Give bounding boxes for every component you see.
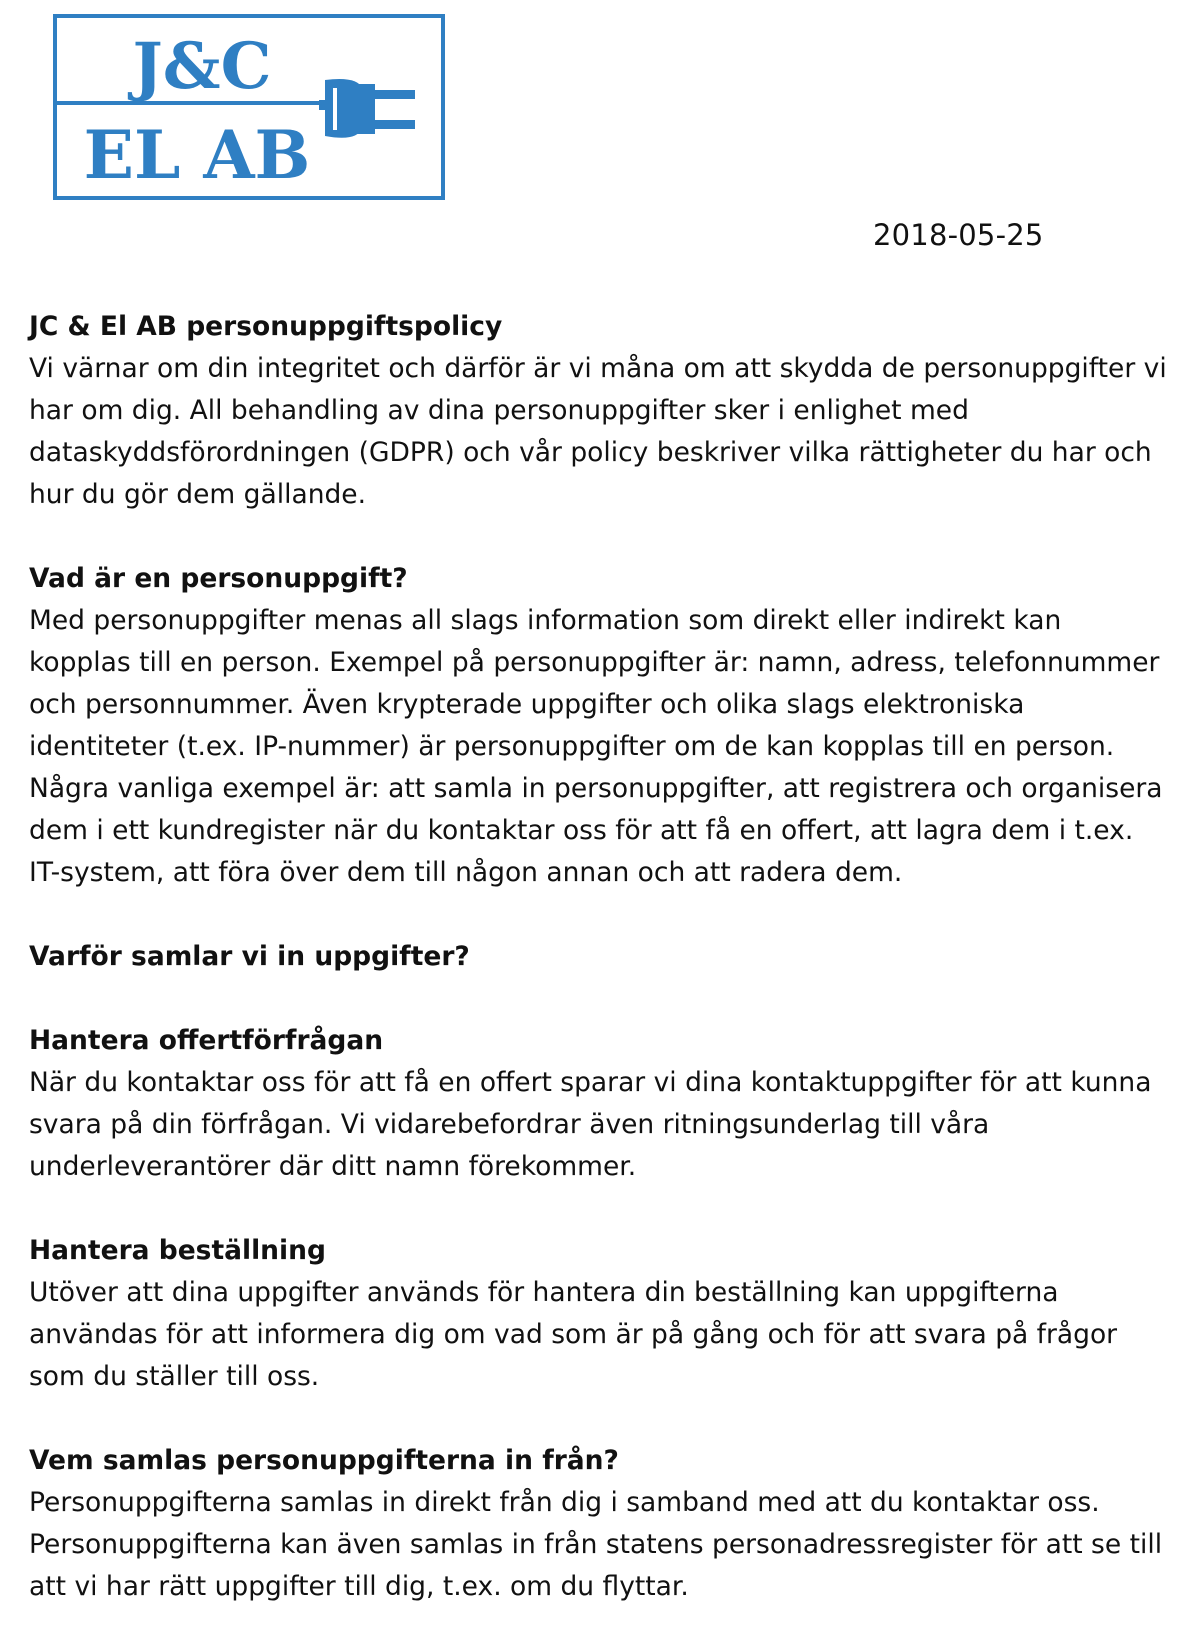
section-text: Personuppgifterna samlas in direkt från dig i samband med att du kontaktar oss. Personuppgifterna kan även samlas in från statens personadressregister för att se till att vi har rätt uppgifter till dig, t.ex. om du flyttar.	[29, 1487, 1163, 1602]
logo-line1: J&C	[132, 29, 272, 104]
document-date: 2018-05-25	[873, 218, 1044, 252]
logo-graphic	[57, 18, 441, 196]
section-text: Utöver att dina uppgifter används för hantera din beställning kan uppgifterna användas för att informera dig om vad som är på gång och för att svara på frågor som du ställer till oss.	[29, 1277, 1118, 1392]
section-heading: Hantera offertförfrågan	[29, 1025, 384, 1056]
company-logo	[53, 14, 445, 200]
section-text: När du kontaktar oss för att få en offert sparar vi dina kontaktuppgifter för att kunna svara på din förfrågan. Vi vidarebefordrar även ritningsunderlag till våra underleverantörer där ditt namn förekommer.	[29, 1067, 1152, 1182]
section-what-is-personal-data	[29, 558, 1169, 894]
policy-body	[29, 306, 1169, 1608]
section-text: Med personuppgifter menas all slags information som direkt eller indirekt kan kopplas till en person. Exempel på personuppgifter är: namn, adress, telefonnummer och personnummer. Även krypterade uppgifter och olika slags elektroniska identiteter (t.ex. IP-nummer) är personuppgifter om de kan kopplas till en person. Några vanliga exempel är: att samla in personuppgifter, att registrera och organisera dem i ett kundregister när du kontaktar oss för att få en offert, att lagra dem i t.ex. IT-system, att föra över dem till någon annan och att radera dem.	[29, 605, 1163, 888]
section-heading: Hantera beställning	[29, 1235, 326, 1266]
section-heading: Varför samlar vi in uppgifter?	[29, 941, 470, 972]
section-policy-intro	[29, 306, 1169, 516]
section-data-sources	[29, 1440, 1169, 1608]
section-why-collect	[29, 936, 1169, 978]
section-heading: JC & El AB personuppgiftspolicy	[29, 311, 503, 342]
section-heading: Vad är en personuppgift?	[29, 563, 408, 594]
logo-line2: EL AB	[83, 116, 311, 194]
section-text: Vi värnar om din integritet och därför är vi måna om att skydda de personuppgifter vi har om dig. All behandling av dina personuppgifter sker i enlighet med dataskyddsförordningen (GDPR) och vår policy beskriver vilka rättigheter du har och hur du gör dem gällande.	[29, 353, 1167, 510]
section-order-handling	[29, 1230, 1169, 1398]
plug-icon	[319, 79, 415, 138]
section-heading: Vem samlas personuppgifterna in från?	[29, 1445, 619, 1476]
section-quote-request	[29, 1020, 1169, 1188]
